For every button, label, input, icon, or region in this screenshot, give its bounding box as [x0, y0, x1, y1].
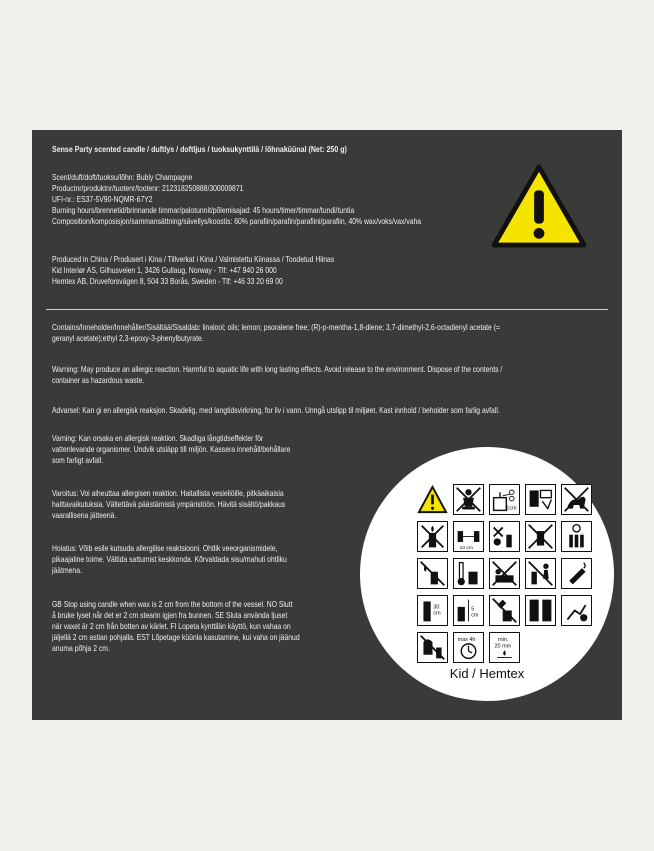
picto-label-min2: 20 mm [494, 643, 512, 650]
product-title: Sense Party scented candle / duftlys / doftljus / tuoksukynttilä / lõhnaküünal (Net: 250 g) [52, 144, 347, 154]
no-blowing-icon [489, 521, 520, 552]
max-burn-time-icon [453, 632, 484, 663]
picto-label-max: max 4h [457, 637, 476, 644]
warning-triangle-icon [490, 163, 588, 249]
warning-small-icon [417, 484, 448, 515]
picto-label-min1: min. [498, 637, 509, 644]
no-tilting-icon [561, 558, 592, 589]
no-water-icon [417, 558, 448, 589]
min-melt-pool-icon [489, 632, 520, 663]
candle-spacing-icon [453, 521, 484, 552]
no-smelling-close-icon [417, 632, 448, 663]
divider [46, 309, 608, 310]
picto-label-30cm: 30 cm [433, 604, 441, 617]
warning-text-se: Varning: Kan orsaka en allergisk reaktion. Skadliga långtidseffekter för vattenlevande organismer. Undvik utsläpp till miljön. Kassera innehåll/behållare som farligt avfall. [52, 433, 291, 465]
no-flammable-objects-icon [525, 484, 556, 515]
keep-away-heat-icon [561, 521, 592, 552]
warning-text-en: Warning: May produce an allergic reaction. Harmful to aquatic life with long lasting effects. Avoid release to the environment. Dispose of the contents / container as hazardous waste. [52, 364, 503, 385]
producer-info: Produced in China / Produsert i Kina / Tillverkat i Kina / Valmistettu Kiinassa / Toodetud Hiinas Kid Interiør AS, Gilhusveien 1, 3426 Gullaug, Norway - Tlf: +47 940 26 000 Hemtex AB, Druveforsvägen 8, 504 33 Borås, Sweden - Tlf: +46 33 20 69 00 [52, 254, 335, 286]
trim-wick-icon [489, 484, 520, 515]
no-extinguish-water-icon [489, 595, 520, 626]
no-sleeping-icon [489, 558, 520, 589]
picto-label-1cm: 1cm [506, 505, 517, 512]
no-pets-icon [561, 484, 592, 515]
no-moving-icon [525, 521, 556, 552]
brand-name: Kid / Hemtex [449, 666, 525, 681]
warning-text-no: Advarsel: Kan gi en allergisk reaksjon. Skadelig, med langtidsvirkning, for liv i vann. Unngå utslipp til miljøet. Kast innhold / beholder som farlig avfall. [52, 405, 500, 415]
min-distance-icon [453, 595, 484, 626]
candle-label-panel [32, 130, 622, 720]
picto-label-5cm: 5 cm [471, 606, 479, 619]
warning-text-ee: Hoiatus: Võib esile kutsuda allergilise reaktsiooni. Ohtlik veeorganismidele, pikaajaline toime. Vältida sattumist keskkonda. Kõrvaldada sisu/mahuti ohtliku jäätmena. [52, 543, 287, 575]
no-touch-icon [561, 595, 592, 626]
no-children-icon [453, 484, 484, 515]
safety-pictograms-circle [360, 447, 614, 701]
product-info: Scent/duft/doft/tuoksu/lõhn: Bubly Champagne Productnr/produktnr/tuotenr/tootenr: 212318250888/300009871 UFI-nr.: ES37-5V90-NQMR-67Y2 Burning hours/brennetid/brinnande timmar/palotunnit/põlemisajad: 45 hours/timer/timmar/tundi/tuntia Composition/komposisjon/sammansättning/sävellys/koostis: 60% parafiin/parafin/parafiini/parafiin, 40% wax/voks/vax/vaha [52, 172, 422, 226]
warning-text-fi: Varoitus: Voi aiheuttaa allergisen reaktion. Haitallista vesieliöille, pitkäaikaisia haittavaikutuksia. Vältettävä päästämistä ympäristöön. Hävitä sisältö/pakkaus vaarallisena jätteenä. [52, 488, 286, 520]
no-draft-icon [417, 521, 448, 552]
usage-instructions: GB Stop using candle when wax is 2 cm from the bottom of the vessel. NO Slutt å bruke lyset når det er 2 cm stearin igjen fra bunnen. SE Sluta använda ljuset när vaxet är 2 cm från botten av kärlet. FI Lopeta kynttilän käyttö, kun vahaa on jäljellä 2 cm astian pohjalla. EST Lõpetage küünla kasutamine, kui vaha on jäänud anuma põhja 2 cm. [52, 599, 300, 653]
no-leaving-unattended-icon [525, 558, 556, 589]
contains-text: Contains/Inneholder/Innehåller/Sisältää/Sisaldab: linalool; oils; lemon; psoralene free; (R)-p-mentha-1,8-diene; 3,7-dimethyl-2,6-octadienyl acetate (= geranyl acetate);ethyl 2,3-epoxy-3-phenylbutyrate. [52, 322, 500, 343]
wax-depth-icon [417, 595, 448, 626]
candle-holder-icon [525, 595, 556, 626]
picto-label-10cm: 10 cm [459, 545, 473, 551]
temperature-icon [453, 558, 484, 589]
